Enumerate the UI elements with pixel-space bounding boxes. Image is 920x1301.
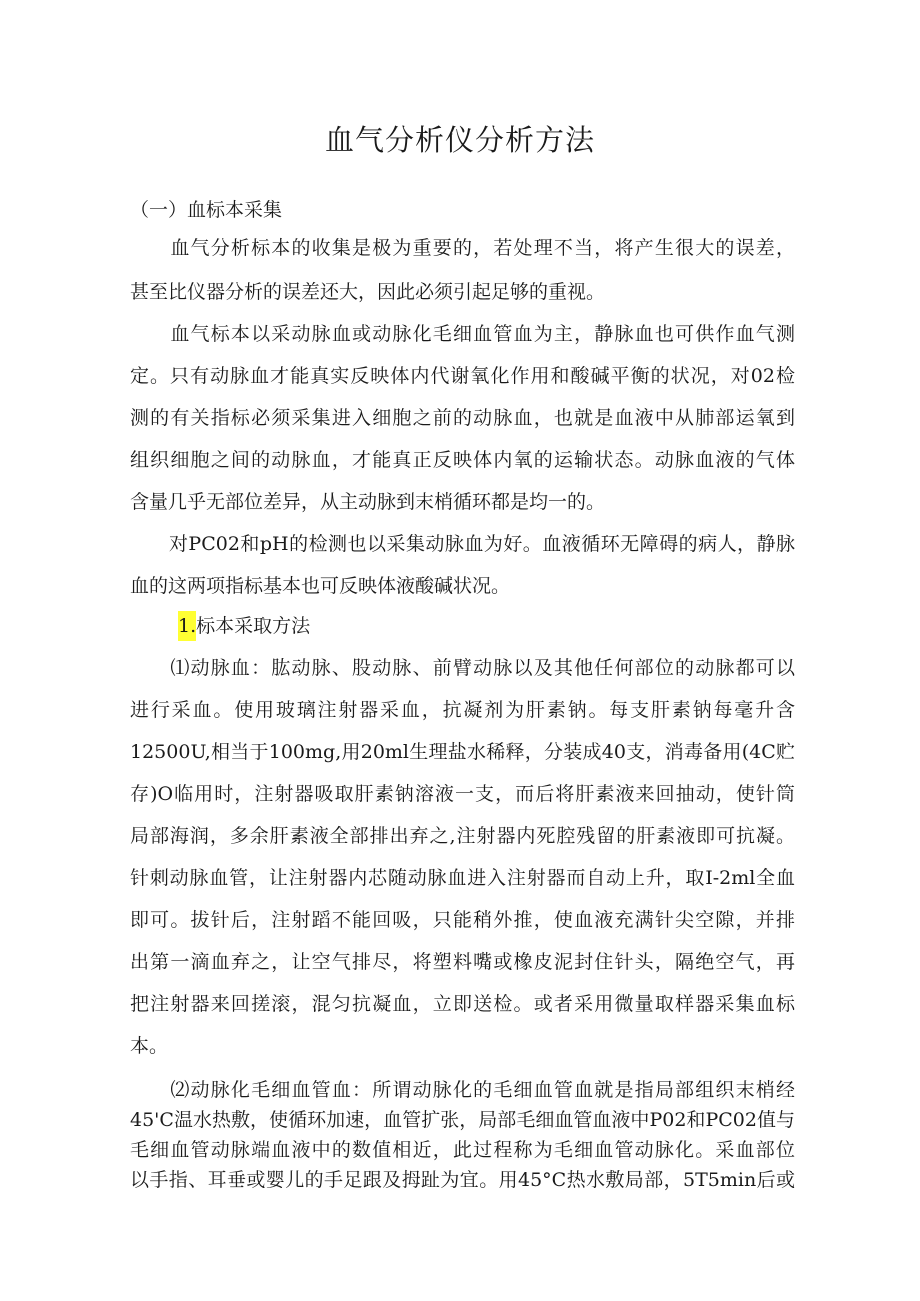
paragraph-line: ⑴动脉血：肱动脉、股动脉、前臂动脉以及其他任何部位的动脉都可以 [130, 657, 795, 679]
subheading-text: 标本采取方法 [196, 615, 311, 637]
paragraph-line: 毛细血管动脉端血液中的数值相近，此过程称为毛细血管动脉化。采血部位 [130, 1139, 795, 1161]
paragraph-line: 出第一滴血弃之，让空气排尽，将塑料嘴或橡皮泥封住针头，隔绝空气，再 [130, 951, 795, 973]
paragraph-line: 本。 [130, 1035, 169, 1057]
paragraph-line: 以手指、耳垂或婴儿的手足跟及拇趾为宜。用45°C热水敷局部，5T5min后或 [130, 1169, 795, 1191]
paragraph-line: 针刺动脉血管，让注射器内芯随动脉血进入注射器而自动上升，取I-2ml全血 [130, 867, 795, 889]
paragraph-line: 血气标本以采动脉血或动脉化毛细血管血为主，静脉血也可供作血气测 [130, 323, 795, 345]
paragraph-line: 12500U,相当于100mg,用20ml生理盐水稀释，分装成40支，消毒备用(4C贮 [130, 741, 795, 763]
paragraph-line: 即可。拔针后，注射蹈不能回吸，只能稍外推，使血液充满针尖空隙，并排 [130, 909, 795, 931]
highlighted-number: 1. [178, 611, 196, 641]
page-title: 血气分析仪分析方法 [324, 123, 595, 157]
paragraph-line: 局部海润，多余肝素液全部排出弃之,注射器内死腔残留的肝素液即可抗凝。 [130, 825, 795, 847]
paragraph-line: 把注射器来回搓滚，混匀抗凝血，立即送检。或者采用微量取样器采集血标 [130, 993, 795, 1015]
paragraph-line: 进行采血。使用玻璃注射器采血，抗凝剂为肝素钠。每支肝素钠每毫升含 [130, 699, 795, 721]
paragraph-line: 组织细胞之间的动脉血，才能真正反映体内氧的运输状态。动脉血液的气体 [130, 449, 795, 471]
paragraph-line: ⑵动脉化毛细血管血：所谓动脉化的毛细血管血就是指局部组织末梢经 [130, 1079, 795, 1101]
section-heading: （一）血标本采集 [130, 199, 283, 221]
paragraph-line: 45'C温水热敷，使循环加速，血管扩张，局部毛细血管血液中P02和PC02值与 [130, 1109, 795, 1131]
paragraph-line: 对PC02和pH的检测也以采集动脉血为好。血液循环无障碍的病人，静脉 [130, 533, 795, 555]
paragraph-line: 存)O临用时，注射器吸取肝素钠溶液一支，而后将肝素液来回抽动，使针筒 [130, 783, 795, 805]
paragraph-line: 定。只有动脉血才能真实反映体内代谢氧化作用和酸碱平衡的状况，对02检 [130, 365, 795, 387]
subheading [178, 612, 478, 640]
paragraph-line: 甚至比仪器分析的误差还大，因此必须引起足够的重视。 [130, 281, 606, 303]
paragraph-line: 含量几乎无部位差异，从主动脉到末梢循环都是均一的。 [130, 491, 606, 513]
paragraph-line: 血气分析标本的收集是极为重要的，若处理不当，将产生很大的误差， [130, 237, 795, 259]
paragraph-line: 测的有关指标必须采集进入细胞之前的动脉血，也就是血液中从肺部运氧到 [130, 407, 795, 429]
paragraph-line: 血的这两项指标基本也可反映体液酸碱状况。 [130, 575, 511, 597]
